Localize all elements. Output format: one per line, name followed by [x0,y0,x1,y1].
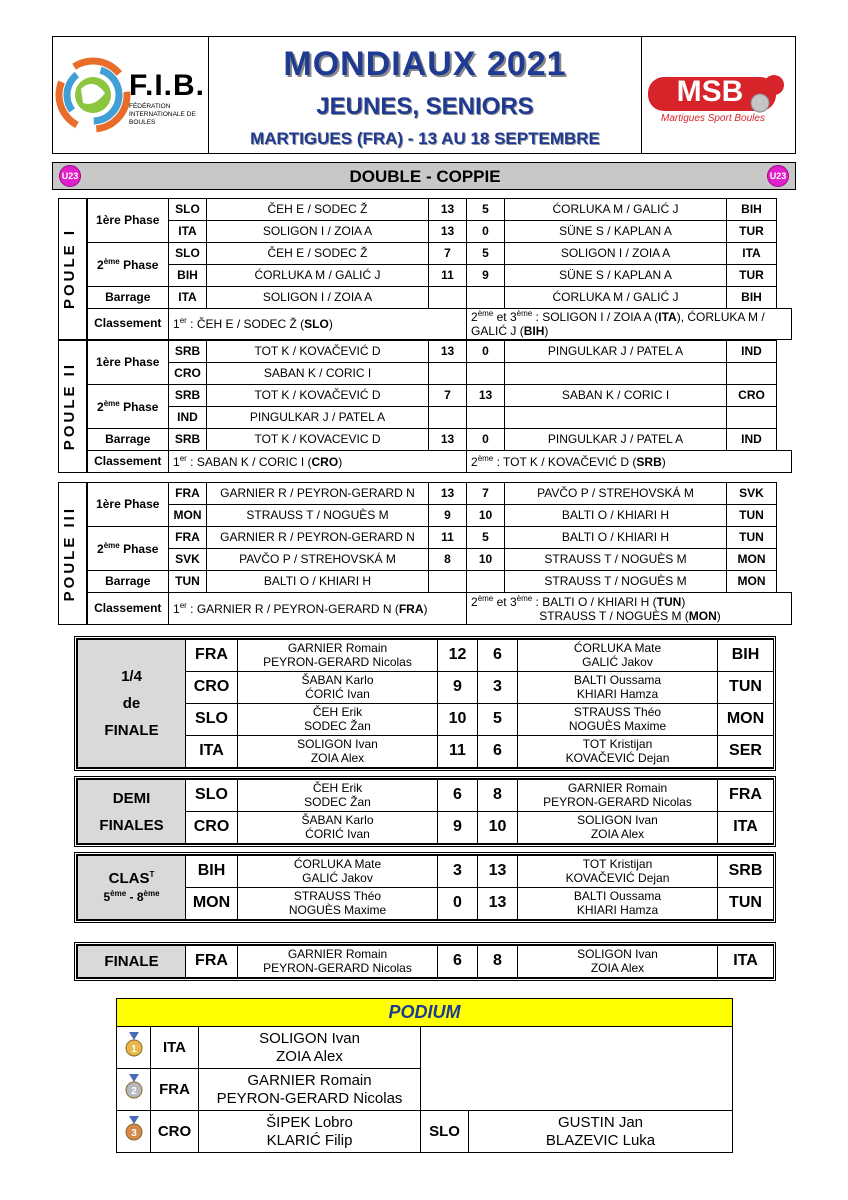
team-players [518,946,718,978]
pool-1 [58,198,792,340]
player-name: KOVAČEVIĆ Dejan [565,750,670,765]
score [429,363,467,385]
country-code: SVK [169,549,207,571]
event-location: MARTIGUES (FRA) - 13 AU 18 SEPTEMBRE [250,129,600,148]
country-code: ITA [186,736,238,768]
team-players [199,1027,421,1069]
quarter-finals-table [77,639,774,768]
country-code: MON [718,704,774,736]
country-code [727,407,777,429]
score [467,287,505,309]
svg-text:3: 3 [130,1128,137,1140]
country-code: TUN [727,505,777,527]
player-name: GARNIER Romain [287,640,388,655]
team-name: STRAUSS T / NOGUÈS M [207,505,429,527]
ranking-second: 2ème et 3ème : SOLIGON I / ZOIA A (ITA), ĆORLUKA M / GALIĆ J (BIH) [467,309,792,340]
country-code: MON [727,549,777,571]
player-name: SOLIGON Ivan [259,1030,360,1048]
country-code: CRO [169,363,207,385]
score [429,571,467,593]
team-name: PAVČO P / STREHOVSKÁ M [207,549,429,571]
match-row [59,407,792,429]
score: 13 [429,199,467,221]
score: 13 [429,483,467,505]
score: 11 [429,265,467,287]
podium [116,998,732,1153]
event-bar [52,162,796,190]
match-row [59,429,792,451]
score: 9 [429,505,467,527]
player-name: GUSTIN Jan [558,1114,644,1132]
player-name: ĆORLUKA Mate [573,640,662,655]
team-name: PINGULKAR J / PATEL A [207,407,429,429]
country-code: CRO [186,812,238,844]
team-players [199,1069,421,1111]
team-name: SÜNE S / KAPLAN A [505,221,727,243]
score: 11 [429,527,467,549]
country-code: MON [727,571,777,593]
score: 3 [478,672,518,704]
score [467,407,505,429]
country-code: FRA [151,1069,199,1111]
country-code: BIH [169,265,207,287]
match-row [59,341,792,363]
score: 0 [467,341,505,363]
score: 10 [467,549,505,571]
player-name: GALIĆ Jakov [302,870,373,885]
stage-line: DEMI [112,789,151,807]
country-code: TUN [727,527,777,549]
score: 3 [438,856,478,888]
ranking-label: Classement [87,309,169,340]
score: 8 [429,549,467,571]
score [467,571,505,593]
score: 13 [478,856,518,888]
player-name: STRAUSS Théo [293,888,382,903]
msb-text: Martigues Sport Boules [661,113,765,124]
classement-5-8 [74,852,776,923]
team-name: PINGULKAR J / PATEL A [505,341,727,363]
podium-table [116,998,733,1153]
ranking-first: 1er : SABAN K / CORIC I (CRO) [169,451,467,473]
msb-logo [641,37,795,153]
pool-label-text: POULE II [61,362,78,451]
country-code: SER [718,736,774,768]
score [429,407,467,429]
score: 13 [478,888,518,920]
score: 13 [429,221,467,243]
country-code: SLO [421,1111,469,1153]
team-players [238,856,438,888]
match-row [59,505,792,527]
score: 7 [429,243,467,265]
country-code: TUN [718,888,774,920]
player-name: SOLIGON Ivan [577,812,658,827]
country-code: FRA [186,946,238,978]
team-name: ĆORLUKA M / GALIĆ J [505,199,727,221]
country-code: CRO [186,672,238,704]
player-name: ĆORLUKA Mate [293,856,382,871]
country-code: ITA [718,812,774,844]
match-row [59,549,792,571]
score: 7 [467,483,505,505]
team-players [518,780,718,812]
country-code: FRA [186,640,238,672]
team-players [518,888,718,920]
team-name: SABAN K / CORIC I [207,363,429,385]
medal-cell [117,1069,151,1111]
country-code: SVK [727,483,777,505]
phase-label: Barrage [87,287,169,309]
fib-letters: F.I.B. [129,69,206,102]
team-name: SABAN K / CORIC I [505,385,727,407]
country-code: ITA [727,243,777,265]
team-name: BALTI O / KHIARI H [505,527,727,549]
match-row [78,780,774,812]
country-code: BIH [727,287,777,309]
team-players [238,946,438,978]
player-name: BALTI Oussama [573,888,662,903]
country-code: ITA [151,1027,199,1069]
svg-text:1: 1 [130,1044,137,1056]
fib-logo [53,37,209,153]
fib-text: FÉDÉRATION INTERNATIONALE DE BOULES [129,103,196,126]
country-code: CRO [151,1111,199,1153]
player-name: ČEH Erik [312,704,363,719]
match-row [59,385,792,407]
player-name: ŠABAN Karlo [301,672,374,687]
country-code: MON [169,505,207,527]
country-code: SLO [169,199,207,221]
match-row [59,527,792,549]
podium-row [117,1027,733,1069]
score: 6 [478,640,518,672]
team-name: ĆORLUKA M / GALIĆ J [505,287,727,309]
player-name: STRAUSS Théo [573,704,662,719]
team-name: GARNIER R / PEYRON-GERARD N [207,483,429,505]
team-name: BALTI O / KHIARI H [505,505,727,527]
empty-cell [421,1027,733,1111]
event-title: DOUBLE - COPPIE [349,167,501,186]
team-name: TOT K / KOVAČEVIĆ D [207,385,429,407]
phase-label: 2ème Phase [87,243,169,287]
stage-line: FINALES [99,816,164,834]
stage-line: 5ème - 8ème [103,888,160,904]
player-name: PEYRON-GERARD Nicolas [216,1089,403,1107]
team-name: TOT K / KOVACEVIC D [207,429,429,451]
match-row [59,287,792,309]
player-name: ZOIA Alex [590,960,645,975]
player-name: BALTI Oussama [573,672,662,687]
stage-line: $CLAS^T$ [108,870,155,888]
stage-line: 1/4 [121,668,142,685]
podium-title: PODIUM [117,999,733,1027]
country-code: SRB [169,341,207,363]
country-code: TUR [727,265,777,287]
classement-5-8-table [77,855,774,920]
country-code: SRB [169,429,207,451]
country-code: SRB [718,856,774,888]
score: 9 [467,265,505,287]
country-code: BIH [727,199,777,221]
score: 6 [438,946,478,978]
score [467,363,505,385]
player-name: ĆORIĆ Ivan [305,826,370,841]
player-name: ĆORIĆ Ivan [305,686,370,701]
ranking-first: 1er : GARNIER R / PEYRON-GERARD N (FRA) [169,593,467,625]
gold-medal-icon [124,1032,144,1058]
match-row [59,483,792,505]
match-row [78,640,774,672]
phase-label: 1ère Phase [87,341,169,385]
score: 12 [438,640,478,672]
team-players [518,856,718,888]
country-code: BIH [718,640,774,672]
phase-label: Barrage [87,429,169,451]
team-name: SOLIGON I / ZOIA A [505,243,727,265]
header [52,36,796,154]
score: 9 [438,672,478,704]
team-players [238,812,438,844]
country-code: TUR [727,221,777,243]
country-code: FRA [169,527,207,549]
page-title: MONDIAUX 2021 [283,45,567,83]
country-code: CRO [727,385,777,407]
pool-label [59,483,87,625]
team-name: PINGULKAR J / PATEL A [505,429,727,451]
player-name: ZOIA Alex [310,750,365,765]
score: 6 [478,736,518,768]
team-players [238,672,438,704]
score: 13 [429,341,467,363]
score: 8 [478,780,518,812]
u23-badge-left: U23 [59,165,81,187]
score: 0 [467,429,505,451]
ranking-first: 1er : ČEH E / SODEC Ž (SLO) [169,309,467,340]
player-name: PEYRON-GERARD Nicolas [543,794,692,809]
score: 0 [438,888,478,920]
quarter-finals [74,636,776,771]
country-code: IND [727,341,777,363]
page-subtitle: JEUNES, SENIORS [316,93,534,120]
silver-medal-icon [124,1074,144,1100]
score: 5 [467,243,505,265]
score: 5 [467,527,505,549]
player-name: KHIARI Hamza [576,686,659,701]
pool-3 [58,482,792,625]
player-name: KHIARI Hamza [576,902,659,917]
team-name [505,407,727,429]
player-name: GARNIER Romain [287,946,388,961]
semi-finals [74,776,776,847]
pool-label [59,341,87,473]
team-name: ČEH E / SODEC Ž [207,199,429,221]
score: 5 [467,199,505,221]
country-code [727,363,777,385]
ranking-second: 2ème et 3ème : BALTI O / KHIARI H (TUN) STRAUSS T / NOGUÈS M (MON) [467,593,792,625]
country-code: FRA [169,483,207,505]
stage-line: de [122,695,141,712]
score: 5 [478,704,518,736]
player-name: ČEH Erik [312,780,363,795]
team-players [238,780,438,812]
player-name: NOGUÈS Maxime [568,718,667,733]
player-name: SOLIGON Ivan [577,946,658,961]
country-code: SLO [186,704,238,736]
stage-line: FINALE [104,953,159,970]
team-name: STRAUSS T / NOGUÈS M [505,549,727,571]
country-code: SLO [186,780,238,812]
match-row [59,243,792,265]
team-name: ĆORLUKA M / GALIĆ J [207,265,429,287]
ranking-row [59,451,792,473]
svg-text:2: 2 [130,1086,137,1098]
country-code: ITA [169,221,207,243]
country-code: ITA [169,287,207,309]
score: 8 [478,946,518,978]
bronze-medal-icon [124,1116,144,1142]
player-name: GARNIER Romain [247,1072,372,1090]
player-name: GARNIER Romain [567,780,668,795]
player-name: GALIĆ Jakov [582,654,653,669]
country-code: IND [727,429,777,451]
score [429,287,467,309]
player-name: KLARIĆ Filip [266,1131,353,1149]
country-code: TUN [169,571,207,593]
team-players [518,812,718,844]
semi-finals-table [77,779,774,844]
team-name: BALTI O / KHIARI H [207,571,429,593]
team-name: TOT K / KOVAČEVIĆ D [207,341,429,363]
ranking-second: 2ème : TOT K / KOVAČEVIĆ D (SRB) [467,451,792,473]
stage-label [78,856,186,920]
player-name: BLAZEVIC Luka [545,1131,656,1149]
team-players [518,736,718,768]
pool-label [59,199,87,340]
stage-line: FINALE [104,722,159,739]
phase-label: 1ère Phase [87,199,169,243]
medal-cell [117,1111,151,1153]
score: 10 [467,505,505,527]
score: 11 [438,736,478,768]
player-name: TOT Kristijan [582,856,653,871]
country-code: MON [186,888,238,920]
player-name: ŠIPEK Lobro [266,1114,353,1132]
podium-row [117,1111,733,1153]
team-name: GARNIER R / PEYRON-GERARD N [207,527,429,549]
team-players [238,640,438,672]
team-name: PAVČO P / STREHOVSKÁ M [505,483,727,505]
team-players [238,888,438,920]
score: 10 [438,704,478,736]
match-row [78,856,774,888]
score: 13 [429,429,467,451]
team-name: ČEH E / SODEC Ž [207,243,429,265]
pool-label-text: POULE I [61,228,78,310]
player-name: ZOIA Alex [276,1047,343,1065]
stage-label [78,780,186,844]
team-name: STRAUSS T / NOGUÈS M [505,571,727,593]
score: 10 [478,812,518,844]
pool-table [58,340,792,473]
score: 7 [429,385,467,407]
u23-badge-right: U23 [767,165,789,187]
team-players [238,704,438,736]
match-row [59,265,792,287]
final [74,942,776,981]
match-row [78,946,774,978]
player-name: SODEC Žan [304,718,371,733]
team-players [518,704,718,736]
player-name: SOLIGON Ivan [297,736,378,751]
player-name: PEYRON-GERARD Nicolas [263,960,412,975]
team-name [505,363,727,385]
player-name: TOT Kristijan [582,736,653,751]
player-name: ZOIA Alex [590,826,645,841]
pool-2 [58,340,792,473]
score: 9 [438,812,478,844]
player-name: PEYRON-GERARD Nicolas [263,654,412,669]
country-code: FRA [718,780,774,812]
ranking-row [59,309,792,340]
phase-label: 2ème Phase [87,527,169,571]
team-players [518,672,718,704]
player-name: ŠABAN Karlo [301,812,374,827]
final-table [77,945,774,978]
team-players [469,1111,733,1153]
score: 6 [438,780,478,812]
country-code: SRB [169,385,207,407]
phase-label: Barrage [87,571,169,593]
team-name: SOLIGON I / ZOIA A [207,287,429,309]
ranking-label: Classement [87,451,169,473]
player-name: SODEC Žan [304,794,371,809]
score: 13 [467,385,505,407]
score: 0 [467,221,505,243]
match-row [59,363,792,385]
country-code: TUN [718,672,774,704]
team-players [238,736,438,768]
pool-table [58,198,792,340]
match-row [59,571,792,593]
pool-table [58,482,792,625]
player-name: NOGUÈS Maxime [288,902,387,917]
country-code: ITA [718,946,774,978]
country-code: SLO [169,243,207,265]
team-name: SOLIGON I / ZOIA A [207,221,429,243]
pool-label-text: POULE III [61,505,78,602]
phase-label: 2ème Phase [87,385,169,429]
team-name: SÜNE S / KAPLAN A [505,265,727,287]
team-players [518,640,718,672]
country-code: IND [169,407,207,429]
phase-label: 1ère Phase [87,483,169,527]
stage-label [78,640,186,768]
match-row [59,199,792,221]
country-code: BIH [186,856,238,888]
match-row [59,221,792,243]
msb-letters: MSB [676,75,744,108]
ranking-row [59,593,792,625]
ranking-label: Classement [87,593,169,625]
medal-cell [117,1027,151,1069]
player-name: KOVAČEVIĆ Dejan [565,870,670,885]
stage-label [78,946,186,978]
team-players [199,1111,421,1153]
